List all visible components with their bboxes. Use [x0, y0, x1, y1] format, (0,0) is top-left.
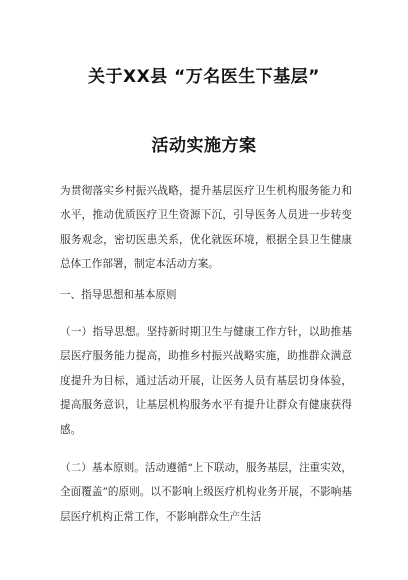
document-title-line-1: 关于XX县 “万名医生下基层”	[88, 67, 320, 87]
paragraph-basic-principles: （二）基本原则。活动遵循“上下联动，服务基层，注重实效，全面覆盖”的原则。以不影响上级医疗机构业务开展，不影响基层医疗机构正常工作，不影响群众生产生活	[60, 462, 352, 523]
section-heading-guiding-principles: 一、指导思想和基本原则	[60, 289, 177, 301]
document-title-line-2: 活动实施方案	[151, 136, 257, 156]
paragraph-guiding-ideology: （一）指导思想。坚持新时期卫生与健康工作方针，以助推基层医疗服务能力提高，助推乡村振兴战略实施，助推群众满意度提升为目标，通过活动开展，让医务人员有基层切身体验，提高服务意识，让基层机构服务水平有提升让群众有健康获得感。	[60, 326, 352, 436]
intro-paragraph: 为贯彻落实乡村振兴战略，提升基层医疗卫生机构服务能力和水平，推动优质医疗卫生资源下沉，引导医务人员进一步转变服务观念，密切医患关系，优化就医环境，根据全县卫生健康总体工作部署，制定本活动方案。	[60, 185, 352, 271]
